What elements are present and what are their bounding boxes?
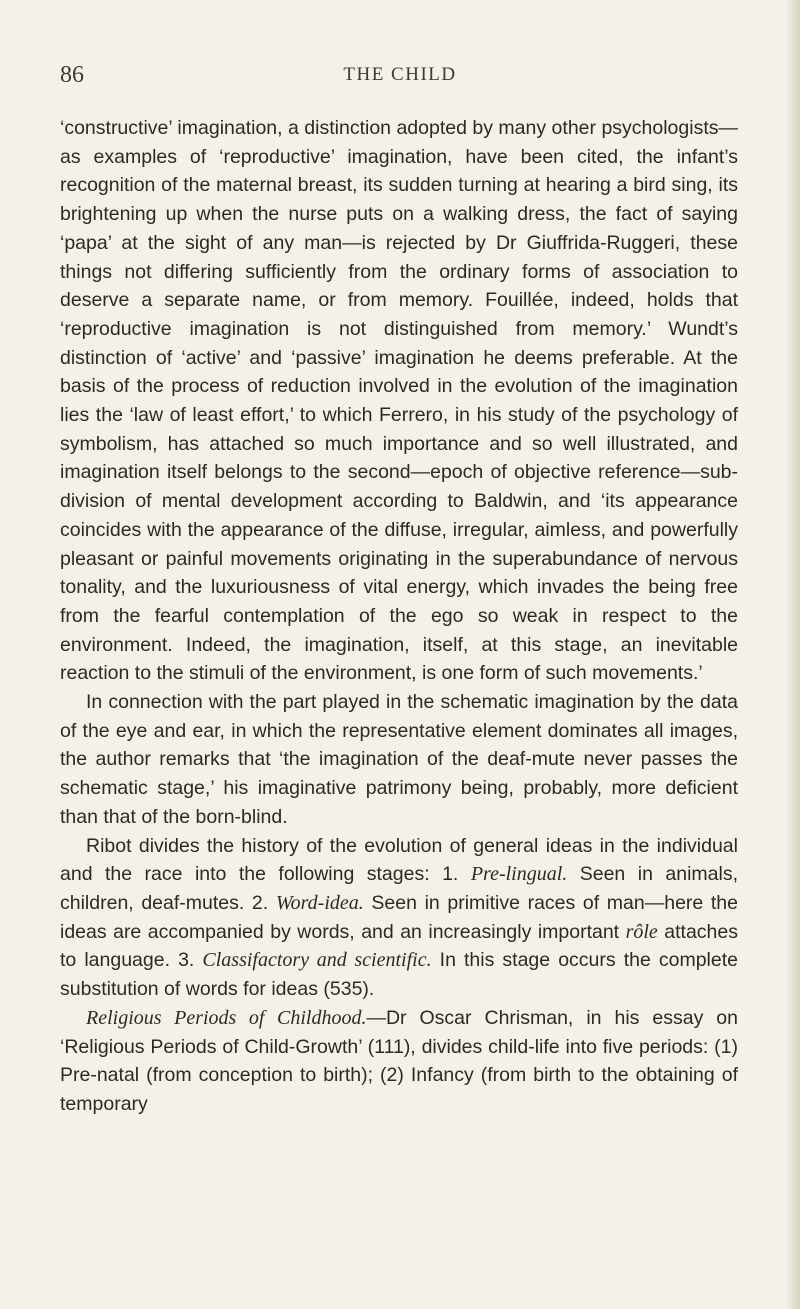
paragraph <box>60 688 738 832</box>
text-span: ‘constructive’ imagination, a distinction adopted by many other psychologists—as examples of ‘reproductive’ imagination, have been cited, the infant’s recognition of the maternal breast, its sudden turning at hearing a bird sing, its brightening up when the nurse puts on a walking dress, the fact of saying ‘papa’ at the sight of any man—is rejected by Dr Giuffrida-Ruggeri, these things not differing sufficiently from the ordinary forms of association to deserve a separate name, or from memory. Fouillée, indeed, holds that ‘reproductive imagination is not distinguished from memory.’ Wundt’s distinction of ‘active’ and ‘passive’ imagination he deems preferable. At the basis of the process of reduction involved in the evolution of the imagination lies the ‘law of least effort,’ to which Ferrero, in his study of the psychology of symbolism, has attached so much importance and so well illustrated, and imagination itself belongs to the second—epoch of objective reference—sub-division of mental development according to Baldwin, and ‘its appearance coincides with the appearance of the diffuse, irregular, aimless, and powerfully pleasant or painful movements originating in the superabundance of nervous tonality, and the luxuriousness of vital energy, which invades the being free from the fearful contemplation of the ego so weak in respect to the environment. Indeed, the imagination, itself, at this stage, an inevitable reaction to the stimuli of the environment, is one form of such movements.’ <box>60 117 738 685</box>
italic-term: Classifactory and scientific. <box>202 949 432 972</box>
section-heading: Religious Periods of Childhood. <box>86 1006 367 1029</box>
text-span: Seen in primitive races of man—here the ideas are accompanied by words, and an increasingly important <box>60 891 738 943</box>
italic-term: rôle <box>625 920 658 943</box>
paragraph <box>60 114 738 688</box>
text-span: attaches to language. 3. <box>60 920 738 972</box>
page-number: 86 <box>60 62 84 88</box>
running-title: THE CHILD <box>343 64 457 85</box>
body-text <box>60 114 738 1119</box>
text-span: In this stage occurs the complete substitution of words for ideas (535). <box>60 949 738 1001</box>
paragraph <box>60 1004 738 1119</box>
italic-term: Word-idea. <box>275 891 364 914</box>
page-edge-shadow <box>786 0 800 1309</box>
paragraph <box>60 832 738 1004</box>
text-span: Ribot divides the history of the evolution of general ideas in the individual and the race into the following stages: 1. <box>60 834 738 886</box>
text-span: Seen in animals, children, deaf-mutes. 2. <box>60 863 738 914</box>
text-span: —Dr Oscar Chrisman, in his essay on ‘Religious Periods of Child-Growth’ (111), divides child-life into five periods: (1) Pre-natal (from conception to birth); (2) Infancy (from birth to the obtaining of temporary <box>60 1006 738 1115</box>
text-span: In connection with the part played in the schematic imagination by the data of the eye and ear, in which the representative element dominates all images, the author remarks that ‘the imagination of the deaf-mute never passes the schematic stage,’ his imaginative patrimony being, probably, more deficient than that of the born-blind. <box>60 691 738 828</box>
italic-term: Pre-lingual. <box>470 863 568 886</box>
running-head <box>60 62 740 94</box>
